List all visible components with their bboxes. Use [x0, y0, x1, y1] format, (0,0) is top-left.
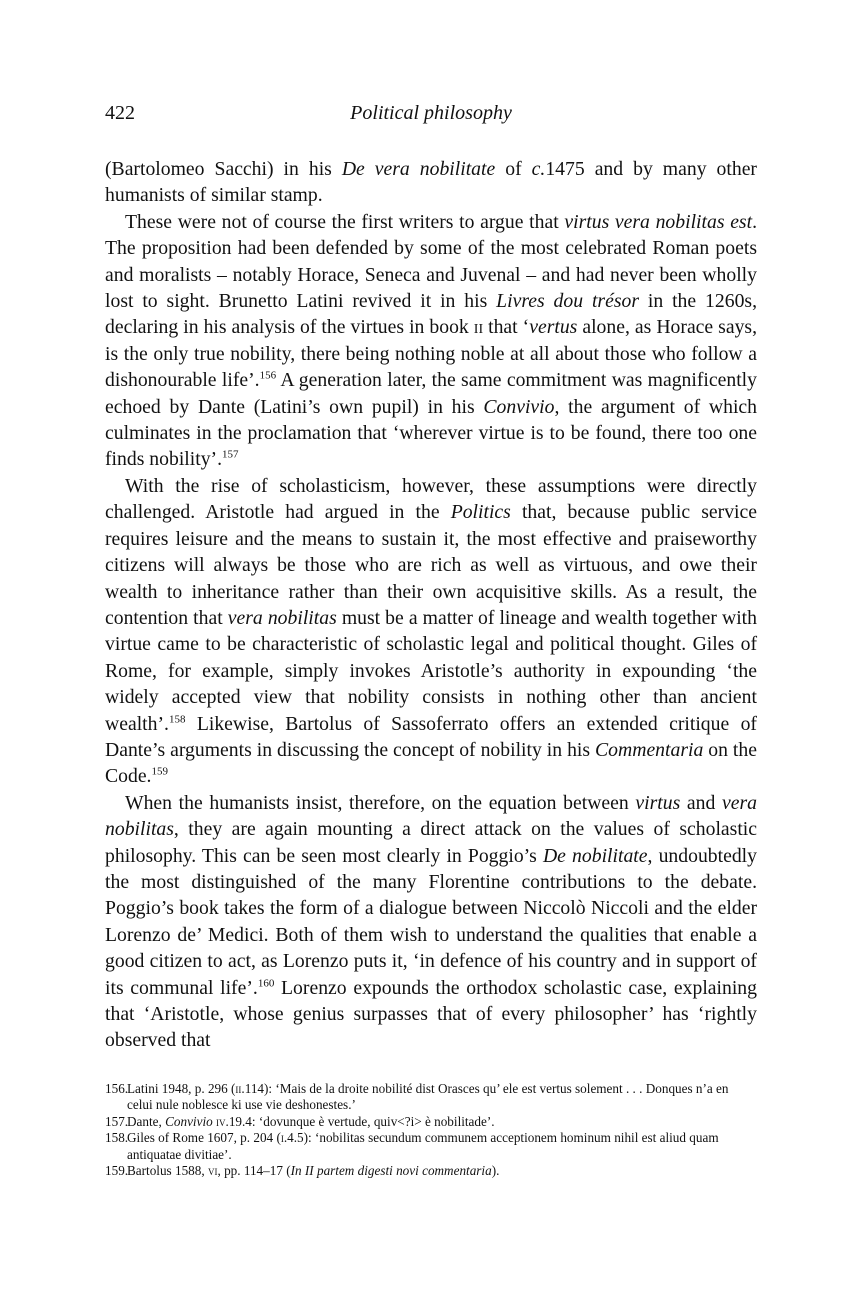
footnote-ref-159[interactable]: 159 [151, 765, 168, 778]
italic-phrase: vera nobilitas [227, 606, 337, 629]
italic-word: vertus [529, 316, 578, 339]
italic-abbrev: c. [531, 158, 546, 180]
footnote-158 [105, 1130, 757, 1163]
text-run: With the rise of scholasticism, however, these assumptions were directly challenged. Aristotle had argued in the [105, 474, 757, 524]
footnote-text [127, 1130, 757, 1163]
text-run: A generation later, the same commitment was magnificently echoed by Dante (Latini’s own pupil) in his [105, 369, 757, 418]
footnote-ref-157[interactable]: 157 [222, 448, 239, 461]
page [105, 102, 757, 1180]
text-run: that ‘ [483, 316, 530, 339]
paragraph [105, 790, 757, 1054]
text-run: Lorenzo expounds the orthodox scholastic case, explaining that ‘Aristotle, whose genius surpasses that of every philosopher’ has ‘rightly observed that [105, 976, 757, 1052]
page-number: 422 [105, 102, 135, 124]
footnote-text [127, 1163, 757, 1180]
text-run: .19.4: ‘dovunque è vertude, quiv<?i> è nobilitade’. [225, 1113, 495, 1129]
text-run: .4.5): ‘nobilitas secundum communem acceptionem hominum nihil est aliud quam antiquatae divitiae’. [127, 1130, 719, 1162]
text-run: , the argument of which culminates in the proclamation that ‘wherever virtue is to be found, there too one finds nobility’. [105, 395, 757, 471]
footnote-ref-156[interactable]: 156 [259, 369, 277, 382]
book-numeral: iv [216, 1113, 226, 1129]
footnote-ref-158[interactable]: 158 [168, 712, 186, 725]
italic-title: In II partem digesti novi commentaria [290, 1163, 492, 1179]
footnotes [105, 1081, 757, 1180]
text-run: Dante, [127, 1113, 166, 1129]
page-header [105, 102, 757, 132]
italic-phrase: vera nobilitas [105, 791, 757, 841]
text-run: These were not of course the first writers to argue that [125, 210, 565, 233]
text-run: ). [491, 1163, 500, 1179]
book-numeral: vi [207, 1163, 218, 1179]
italic-title: Commentaria [595, 738, 704, 761]
text-run: , pp. 114–17 ( [217, 1163, 291, 1179]
text-run: Giles of Rome 1607, p. 204 ( [127, 1130, 281, 1146]
italic-title: Convivio [483, 395, 555, 418]
footnote-ref-160[interactable]: 160 [257, 976, 275, 989]
italic-title: Politics [450, 501, 511, 524]
running-title: Political philosophy [350, 102, 512, 124]
footnote-number: 159. [105, 1163, 129, 1179]
text-run: alone, as Horace says, is the only true nobility, there being nothing noble at all about those who follow a dishonourable life’. [105, 316, 758, 392]
text-run: . The proposition had been defended by some of the most celebrated Roman poets and moralists – notably Horace, Seneca and Juvenal – and had never been wholly lost to sight. Brunetto Latini revived it in his [105, 210, 757, 313]
footnote-text [127, 1114, 757, 1131]
text-run: 1475 and by many other humanists of similar stamp. [105, 158, 757, 207]
italic-phrase: virtus vera nobilitas est [564, 210, 753, 233]
text-run: on the Code. [105, 738, 757, 788]
book-numeral: ii [473, 316, 484, 339]
text-run: When the humanists insist, therefore, on the equation between [125, 791, 636, 814]
text-run: Bartolus 1588, [127, 1163, 208, 1179]
text-run: (Bartolomeo Sacchi) in his [105, 158, 342, 180]
footnote-157 [105, 1114, 757, 1131]
book-numeral: ii [235, 1080, 242, 1096]
text-run: Latini 1948, p. 296 ( [127, 1080, 236, 1096]
paragraph [105, 473, 757, 790]
footnote-156 [105, 1081, 757, 1114]
paragraph [105, 209, 757, 473]
footnote-number: 156. [105, 1080, 129, 1096]
footnote-number: 157. [105, 1113, 129, 1129]
text-run: and [680, 791, 723, 814]
text-run: Likewise, Bartolus of Sassoferrato offers an extended critique of Dante’s arguments in discussing the concept of nobility in his [105, 712, 757, 761]
book-numeral: i [280, 1130, 284, 1146]
paragraph [105, 156, 757, 209]
text-run: , they are again mounting a direct attack on the values of scholastic philosophy. This can be seen most clearly in Poggio’s [105, 818, 757, 867]
footnote-159 [105, 1163, 757, 1180]
italic-title: Convivio [165, 1113, 213, 1129]
italic-word: virtus [635, 791, 681, 814]
text-run: , undoubtedly the most distinguished of the many Florentine contributions to the debate. Poggio’s book takes the form of a dialogue between Niccolò Niccoli and the elder Lorenzo de’ Medici. Both of them wish to understand the qualities that enable a good citizen to act, as Lorenzo puts it, ‘in defence of his country and in support of its communal life’. [105, 844, 757, 999]
italic-title: De nobilitate [542, 844, 648, 867]
text-run: must be a matter of lineage and wealth together with virtue came to be characteristic of scholastic legal and political thought. Giles of Rome, for example, simply invokes Aristotle’s authority in expounding ‘the widely accepted view that nobility consists in nothing other than ancient wealth’. [105, 606, 757, 735]
italic-title: De vera nobilitate [341, 158, 496, 180]
footnote-number: 158. [105, 1130, 129, 1146]
main-text [105, 156, 757, 1054]
footnote-text [127, 1081, 757, 1114]
text-run: of [495, 158, 532, 180]
italic-title: Livres dou trésor [496, 290, 639, 313]
text-run: in the 1260s, declaring in his analysis of the virtues in book [105, 290, 757, 339]
text-run: .114): ‘Mais de la droite nobilité dist Orasces qu’ ele est vertus solement . . . Donques n’a en celui nule noblesce ki use vie deshonestes.’ [127, 1080, 729, 1113]
text-run: that, because public service requires leisure and the means to sustain it, the most effective and praiseworthy citizens will always be those who are rich as well as virtuous, and owe their wealth to inheritance rather than their own acquisitive skills. As a result, the contention that [105, 501, 758, 629]
